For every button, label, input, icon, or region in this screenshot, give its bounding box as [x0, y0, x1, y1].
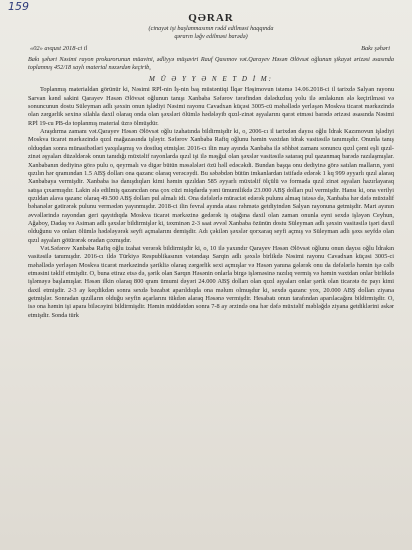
- body-paragraph-1: Toplanmış materialdan görünür ki, Nəsimi RPİ-nin İş-nin baş müstəntiqi İlqar Həşimovun istəmə 14.06.2018-ci il tarixdə Salyan rayonu Sarvan kənd sakini Qarayev Həsən Əlövsət oğlunun tanışı Xanbaba Səfərov tərəfindən dələduzluq yolu ilə əmlakının ələ keçirilməsi və sonuncunun dostu Süleyman adlı şəxsin onun işlədiyi Nəsimi rayonu Cavadxan küçəsi 3005-cü məhəllədə yerləşən Moskva ticarət mərkəzində olan zərgərlik sexinə silahla daxil olaraq onda olan şəxsləri ölümlə hədələyib qızıl-zinət əşyalarını qarət etməsi barədə ərizəsi əsasında Nəsimi RPİ 19-cu PB-də toplanmış material üzrə ölmüşdür.: [28, 86, 394, 127]
- document-body: [28, 86, 394, 320]
- date-place-row: [30, 45, 390, 52]
- handwritten-page-number: 159: [8, 0, 29, 13]
- document-title: QƏRAR: [188, 12, 234, 24]
- subtitle-line-2: qərarın ləğv edilməsi barədə): [174, 33, 248, 40]
- body-paragraph-3: Vət.Səfərov Xanbaba Rafiq oğlu izahat verərək bildirmişdir ki, o, 10 ilə yaxındır Qarayev Həsən Əlövsət oğlunu onun dayısı oğlu İdrakın vasitəsilə tanımışdır. 2016-cı ildə Türkiyə Respublikasının vətəndaşı Sarqin adlı şəxslə birlikdə Nəsimi rayonu Cavadxan küçəsi 3005-ci məhəllədə yerləşən Moskva ticarət mərkəzində şərikliə olaraq zərgərlik sexi açmışlar və Həsən yanına gələrək onu da dəfələrlə həmin işə cəlb etməsini təklif etmişdir. O, buna etiraz etsə də, şərik olan Sarqın Həsənin onlarla birgə işləməsinə razılıq vermiş və həmin vaxtdan onlar birlikdə işləməyə başlamışlar. Həsən ilkin olaraq 800 qram ümumi dəyəri 24.000 ABŞ dolları olan qızıl əşyaları onlar şərik olan ticarətə öz payı kimi daxil etmişdir. 2-3 ay keçdikdən sonra sexdə bəzabət aparıldıqda ona məlum olmuşdur ki, sexdə qazanc yox, 20.000 ABŞ dolları ziyana getmişlər. Sonradan qızılların olduğu seyfin açarlarını tükdən alaraq Həsənə vermişdir. Hesabatı onun tarafından aparılacağını bildirmişdir. O, isə ona həmin işi apara biləcəyini bildirmişdir. Həmin müddətdən sonra 7-8 ay ərzində ona hər dəfə müxtəlif məbləğdə ziyana getdiklərini əskər etmişdir. Sonda türk: [28, 244, 394, 319]
- document-subtitle: [26, 25, 396, 41]
- subtitle-line-1: (cinayət işi başlanmasının rədd edilməsi haqqında: [148, 25, 274, 32]
- intro-paragraph: Bakı şəhəri Nəsimi rayon prokurorunun müavini, ədliyyə müşaviri Rauf Qasımov vət.Qarayev Həsən Əlövsət oğlunun şikayət ərizəsi əsasında toplanmış 452/18 saylı material nəzərdən keçirib,: [28, 56, 394, 72]
- section-heading: M Ü Ə Y Y Ə N E T D İ M:: [149, 75, 273, 84]
- body-paragraph-2: Araşdırma zamanı vət.Qarayev Həsən Əlövsət oğlu izahatında bildirmişdir ki, o, 2006-cı il tarixdən dayısı oğlu İdrak Kazımovun işlədiyi Moskva ticarət mərkəzində qızıl mağazasında işləyir. Səfərov Xanbaba Rafiq oğlunu həmin vaxtdan idrak vasitəsilə tanımışdır. Onunla tanış olduqdan sonra münasibətləri yaxşılaşmış və dostluq etmişlər. 2016-cı ilin may ayında Xanbaba ilə söhbət zamanı sonuncu qızıl çəmi eşli qızıl-zinət əşyaları düzəldərək onun tanıdığı müxtəlif rayonlarda qızıl işi ilə məşğul olan şəxslər vasitəsilə sataraq pul qazanmaq barədə razılaşmışlar. Xanbabanın dediyinə görə pulu o, qeyrmalı və digər bütün məsələləri özü həll edəcəkdi. Bundan başqa onu dediyinə görə satılan malların, yəni qızılın hər qramından 1.5 ABŞ dolları ona qazanc olaraq verəcəydi. Bu səbəbdən bütün imkanlardan istifadə edərək 1 kq 999 əyyarlı qızıl alaraq Xanbabaya vermişdir. Xanbaba isə danışdıqları kimi həmin qızıldan 585 əyyarlı müxtəlif ölçülü və formada qızıl zinət əşyaları hazırlayaraq satışa çıxarmışdır. Lakin ələ edilmiş qazancdan ona çox cüzi miqdarda yəni ümumilikdə 23.000 ABŞ dolları pul vermişdir. Hansı ki, ona verilyi qızıldan alava qazanc olaraq 49.500 ABŞ dolları pul almalı idi. Ona dəfələrlə müraciət edərək pulunu almaq istəsə də, Xanbaba hər dəfə müxtəlif bəhanələr gətirərək pulunu vermədən yayınmışdır. 2018-ci ilin fevral ayında atası rəhmətə getdiyindən Salyan rayonuna getmişdir. Mart ayının əvvəllərində rayondan geri qayıtdıqda Moskva ticarət mərkəzinə gedərək iş otağına daxil olan zaman onunla eyni sexdə işləyən Ceyhun, Ağaboy, Dadaş və Asiman adlı şəxslər bildirmişlər ki, təxminən 2-3 saat əvvəl Xanbaba özünün dostu Süleyman adlı şəxsin vasitəsilə işəri daxil olduğunu və onları ölümlə hədələyərək seyfi açmalarını demişdir. Adı çəkilən şəxslər qorxaraq seyfi açmış və Süleyman adlı şəxs seyfdə olan qızıl əşyaları götürərək oradan çıxmışdır.: [28, 128, 394, 244]
- document-place: Bakı şəhəri: [361, 45, 390, 52]
- document-date: «02» avqust 2018-ci il: [30, 45, 88, 52]
